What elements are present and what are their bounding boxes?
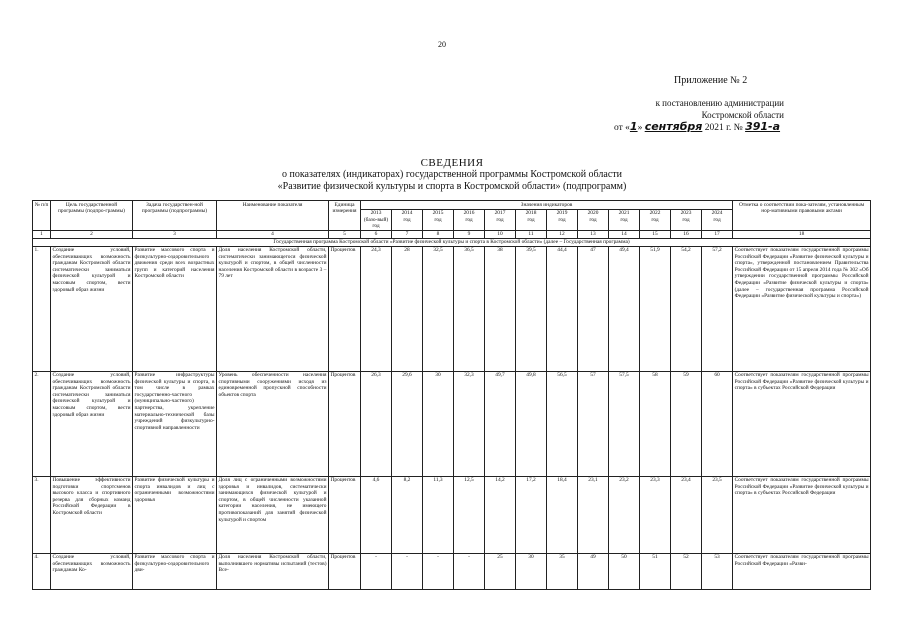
header-year-2023 [671, 209, 702, 231]
column-number: 1 [33, 231, 51, 239]
header-year-suffix: год [558, 216, 566, 223]
row-number: 4. [33, 553, 51, 589]
header-year-suffix: год [403, 216, 411, 223]
header-num: № п/п [33, 201, 51, 231]
table-row [33, 246, 871, 371]
row-indicator-name: Уровень обеспеченности населения спортивными сооружениями исходя из единовременной пропускной способности объектов спорта [217, 371, 329, 476]
row-value-2014: 29,6 [392, 371, 423, 476]
page-number: 20 [438, 40, 446, 49]
row-goal: Создание условий, обеспечивающих возможность гражданам Костромской области систематически заниматься физической культурой и массовым спортом, вести здоровый образ жизни [51, 371, 133, 476]
header-compliance: Отметка о соответствии пока-зателям, установленным нор-мативными правовыми актами [733, 201, 871, 231]
column-number: 16 [671, 231, 702, 239]
header-year-year: 2015 [432, 210, 444, 217]
row-value-2021: 49,4 [609, 246, 640, 371]
header-year-suffix: год [465, 216, 473, 223]
row-value-2022: 58 [640, 371, 671, 476]
header-year-2024 [702, 209, 733, 231]
decree-day-handwritten: 1 [629, 120, 638, 133]
header-year-2018 [516, 209, 547, 231]
row-value-2017: 49,7 [485, 371, 516, 476]
row-value-2023: 23,4 [671, 476, 702, 553]
row-value-2016: 12,5 [454, 476, 485, 553]
header-year-2015 [423, 209, 454, 231]
row-indicator-name: Доля лиц с ограниченными возможностями здоровья и инвалидов, систематически занимающихся физической культурой и спортом, в общей численности указанной категории населения, не имеющего противопоказаний для занятий физической культурой и спортом [217, 476, 329, 553]
row-unit: Процентов [329, 246, 361, 371]
row-value-2013: - [361, 553, 392, 589]
header-year-year: 2019 [556, 210, 568, 217]
header-year-year: 2024 [711, 210, 723, 217]
header-year-suffix: год [589, 216, 597, 223]
row-value-2017: 38 [485, 246, 516, 371]
header-year-year: 2013 [370, 210, 382, 217]
heading-subtitle-2: «Развитие физической культуры и спорта в Костромской области» (подпрограмм) [277, 181, 627, 192]
row-value-2016: 36,5 [454, 246, 485, 371]
decree-number-handwritten: 391-а [745, 120, 781, 133]
heading-title: СВЕДЕНИЯ [420, 157, 484, 169]
row-goal: Создание условий, обеспечивающих возможность гражданам Костромской области систематически заниматься физической культурой и массовым спортом, вести здоровый образ жизни [51, 246, 133, 371]
heading-subtitle-1: о показателях (индикаторах) государственной программы Костромской области [282, 169, 622, 180]
header-year-2021 [609, 209, 640, 231]
row-number: 3. [33, 476, 51, 553]
row-number: 2. [33, 371, 51, 476]
header-year-year: 2017 [494, 210, 506, 217]
header-indicator-name: Наименование показателя [217, 201, 329, 231]
row-task: Развитие физической культуры и спорта инвалидов и лиц с ограниченными возможностями здоровья [133, 476, 217, 553]
header-year-year: 2021 [618, 210, 630, 217]
row-compliance: Соответствует показателям государственной программы Российской Федерации «Развитие физической культуры и спорта», утвержденной постановлением Правительства Российской Федерации от 15 апреля 2014 года № 302 «Об утверждении государственной программы Российской Федерации «Развитие физической культуры и спорта» (далее – государственная программа Российской Федерации «Развитие физической культуры и спорта») [733, 246, 871, 371]
appendix-title: Приложение № 2 [674, 75, 748, 86]
row-value-2013: 26,3 [361, 371, 392, 476]
row-value-2018: 39,5 [516, 246, 547, 371]
indicators-table [32, 200, 871, 590]
column-number: 7 [392, 231, 423, 239]
decree-line-2: Костромской области [701, 110, 784, 120]
row-value-2024: 53 [702, 553, 733, 589]
document-heading [0, 157, 904, 193]
header-year-suffix: год [651, 216, 659, 223]
header-year-2014 [392, 209, 423, 231]
header-year-suffix: год [527, 216, 535, 223]
row-goal: Повышение эффективности подготовки спортсменов высокого класса и спортивного резерва для сборных команд Российской Федерации в Костромской области [51, 476, 133, 553]
header-year-suffix: год [713, 216, 721, 223]
row-value-2024: 57,2 [702, 246, 733, 371]
header-values-group: Значения индикаторов [361, 201, 733, 210]
header-year-suffix: год [372, 223, 380, 230]
column-number: 8 [423, 231, 454, 239]
header-year-2017 [485, 209, 516, 231]
header-goal: Цель государственной программы (подпро-граммы) [51, 201, 133, 231]
column-number: 15 [640, 231, 671, 239]
row-indicator-name: Доля населения Костромской области, систематически занимающегося физической культурой и спортом, в общей численности населения Костромской области в возрасте 3 – 79 лет [217, 246, 329, 371]
row-value-2015: 11,3 [423, 476, 454, 553]
row-compliance: Соответствует показателям государственной программы Российской Федерации «Развитие физической культуры и спорта» в субъектах Российской Федерации [733, 476, 871, 553]
header-year-suffix: год [496, 216, 504, 223]
header-year-year: 2014 [401, 210, 413, 217]
row-value-2021: 23,2 [609, 476, 640, 553]
decree-date [614, 120, 780, 133]
header-year-year: 2016 [463, 210, 475, 217]
header-year-2013 [361, 209, 392, 231]
decree-date-mid: » [637, 123, 643, 133]
section-row [33, 238, 871, 246]
row-value-2023: 59 [671, 371, 702, 476]
column-number: 17 [702, 231, 733, 239]
row-value-2019: 18,4 [547, 476, 578, 553]
column-number: 6 [361, 231, 392, 239]
section-title: Государственная программа Костромской области «Развитие физической культуры и спорта в Костромской области» (далее – Государственная программа) [33, 238, 871, 246]
row-compliance: Соответствует показателям государственной программы Российской Федерации «Развитие физической культуры и спорта» в субъектах Российской Федерации [733, 371, 871, 476]
header-year-suffix: год [620, 216, 628, 223]
header-row-1 [33, 201, 871, 210]
row-value-2018: 49,8 [516, 371, 547, 476]
header-year-year: 2018 [525, 210, 537, 217]
table-row [33, 553, 871, 589]
decree-year: 2021 г. № [704, 123, 743, 133]
row-value-2013: 4,6 [361, 476, 392, 553]
row-unit: Процентов [329, 553, 361, 589]
row-value-2017: 14,2 [485, 476, 516, 553]
row-value-2020: 23,1 [578, 476, 609, 553]
column-number: 3 [133, 231, 217, 239]
decree-month-handwritten: сентября [644, 120, 703, 133]
indicators-table-body [33, 201, 871, 590]
header-year-note: (базо-вый) [363, 216, 389, 223]
column-number: 11 [516, 231, 547, 239]
row-value-2023: 52 [671, 553, 702, 589]
decree-date-prefix: от « [614, 123, 630, 133]
header-year-2022 [640, 209, 671, 231]
row-value-2014: 8,2 [392, 476, 423, 553]
row-value-2021: 50 [609, 553, 640, 589]
row-value-2020: 57 [578, 371, 609, 476]
row-value-2019: 44,4 [547, 246, 578, 371]
row-value-2023: 54,2 [671, 246, 702, 371]
header-year-year: 2020 [587, 210, 599, 217]
row-value-2014: 28 [392, 246, 423, 371]
row-value-2021: 57,5 [609, 371, 640, 476]
header-year-2019 [547, 209, 578, 231]
row-task: Развитие массового спорта и физкультурно-оздоровительного дви- [133, 553, 217, 589]
column-number: 2 [51, 231, 133, 239]
row-unit: Процентов [329, 476, 361, 553]
row-value-2018: 30 [516, 553, 547, 589]
row-value-2016: - [454, 553, 485, 589]
column-number: 18 [733, 231, 871, 239]
row-compliance: Соответствует показателям государственной программы Российской Федерации «Разви- [733, 553, 871, 589]
row-task: Развитие инфраструктуры физической культуры и спорта, в том числе в рамках государственно-частного (муниципально-частного) партнерства, укрепление материально-технической базы учреждений физкультурно-спортивной направленности [133, 371, 217, 476]
header-unit: Единица измерения [329, 201, 361, 231]
row-value-2017: 25 [485, 553, 516, 589]
row-value-2015: 32,5 [423, 246, 454, 371]
column-number: 4 [217, 231, 329, 239]
header-task: Задача государствен-ной программы (подпрограммы) [133, 201, 217, 231]
row-value-2016: 32,3 [454, 371, 485, 476]
column-number: 12 [547, 231, 578, 239]
row-value-2024: 60 [702, 371, 733, 476]
row-value-2013: 24,3 [361, 246, 392, 371]
row-goal: Создание условий, обеспечивающих возможность гражданам Ко- [51, 553, 133, 589]
table-row [33, 371, 871, 476]
row-value-2022: 23,3 [640, 476, 671, 553]
row-value-2015: - [423, 553, 454, 589]
row-value-2022: 51,9 [640, 246, 671, 371]
header-year-2016 [454, 209, 485, 231]
row-value-2019: 35 [547, 553, 578, 589]
header-year-year: 2022 [649, 210, 661, 217]
row-task: Развитие массового спорта и физкультурно-оздоровительного движения среди всех возрастных групп и категорий населения Костромской области [133, 246, 217, 371]
row-value-2019: 56,5 [547, 371, 578, 476]
column-number: 13 [578, 231, 609, 239]
header-year-year: 2023 [680, 210, 692, 217]
row-number: 1. [33, 246, 51, 371]
row-value-2020: 47 [578, 246, 609, 371]
header-year-suffix: год [434, 216, 442, 223]
column-number: 9 [454, 231, 485, 239]
column-number-row [33, 231, 871, 239]
row-value-2020: 49 [578, 553, 609, 589]
column-number: 14 [609, 231, 640, 239]
row-value-2018: 17,2 [516, 476, 547, 553]
column-number: 5 [329, 231, 361, 239]
decree-reference [636, 97, 784, 121]
header-year-2020 [578, 209, 609, 231]
table-row [33, 476, 871, 553]
row-indicator-name: Доля населения Костромской области, выполнившего нормативы испытаний (тестов) Все- [217, 553, 329, 589]
row-value-2014: - [392, 553, 423, 589]
row-value-2024: 23,5 [702, 476, 733, 553]
row-value-2022: 51 [640, 553, 671, 589]
row-unit: Процентов [329, 371, 361, 476]
header-year-suffix: год [682, 216, 690, 223]
decree-line-1: к постановлению администрации [655, 98, 784, 108]
column-number: 10 [485, 231, 516, 239]
row-value-2015: 30 [423, 371, 454, 476]
